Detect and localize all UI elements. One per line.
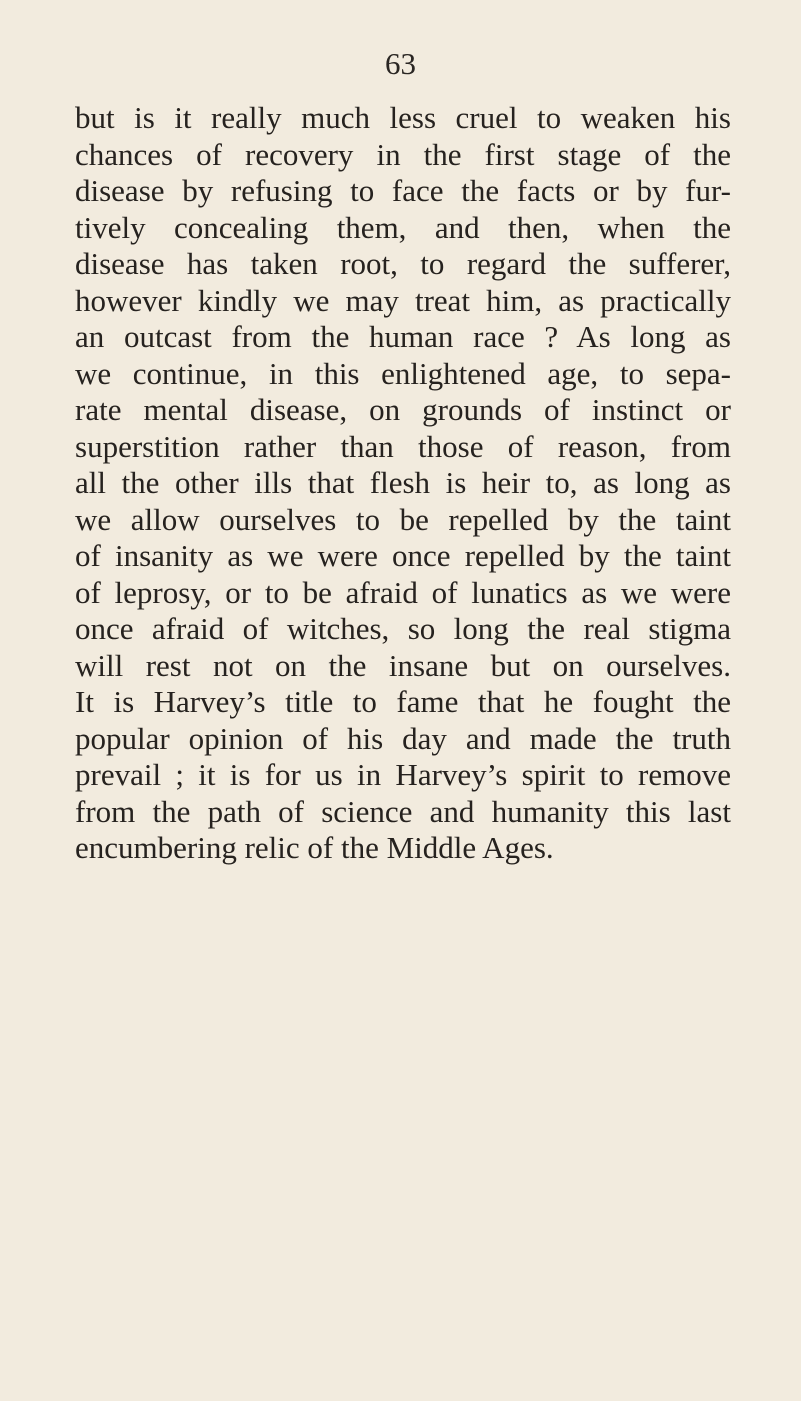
text-line: disease by refusing to face the facts or by fur- (75, 173, 731, 208)
text-line: however kindly we may treat him, as practically (75, 282, 731, 318)
text-line: but is it really much less cruel to weaken his (75, 100, 731, 135)
text-line: all the other ills that flesh is heir to, as long as (75, 465, 731, 500)
text-line: disease has taken root, to regard the sufferer, (75, 246, 731, 281)
text-line: It is Harvey’s title to fame that he fought the (75, 684, 731, 719)
text-line: an outcast from the human race ? As long as (75, 319, 731, 354)
text-line: once afraid of witches, so long the real stigma (75, 611, 731, 646)
text-line: from the path of science and humanity this last (75, 793, 731, 829)
text-line: encumbering relic of the Middle Ages. (75, 830, 554, 865)
text-line: of insanity as we were once repelled by the taint (75, 538, 731, 573)
text-line: popular opinion of his day and made the truth (75, 720, 731, 756)
text-line: we continue, in this enlightened age, to sepa- (75, 355, 731, 391)
body-paragraph (75, 100, 731, 867)
text-line: we allow ourselves to be repelled by the taint (75, 501, 731, 537)
text-line: of leprosy, or to be afraid of lunatics as we were (75, 574, 731, 610)
text-line: superstition rather than those of reason, from (75, 428, 731, 464)
text-line: chances of recovery in the first stage of the (75, 136, 731, 172)
text-line: will rest not on the insane but on ourselves. (75, 647, 731, 683)
page-number: 63 (385, 46, 416, 81)
text-line: tively concealing them, and then, when the (75, 209, 731, 245)
text-line: prevail ; it is for us in Harvey’s spirit to remove (75, 757, 731, 792)
text-line: rate mental disease, on grounds of instinct or (75, 392, 731, 427)
